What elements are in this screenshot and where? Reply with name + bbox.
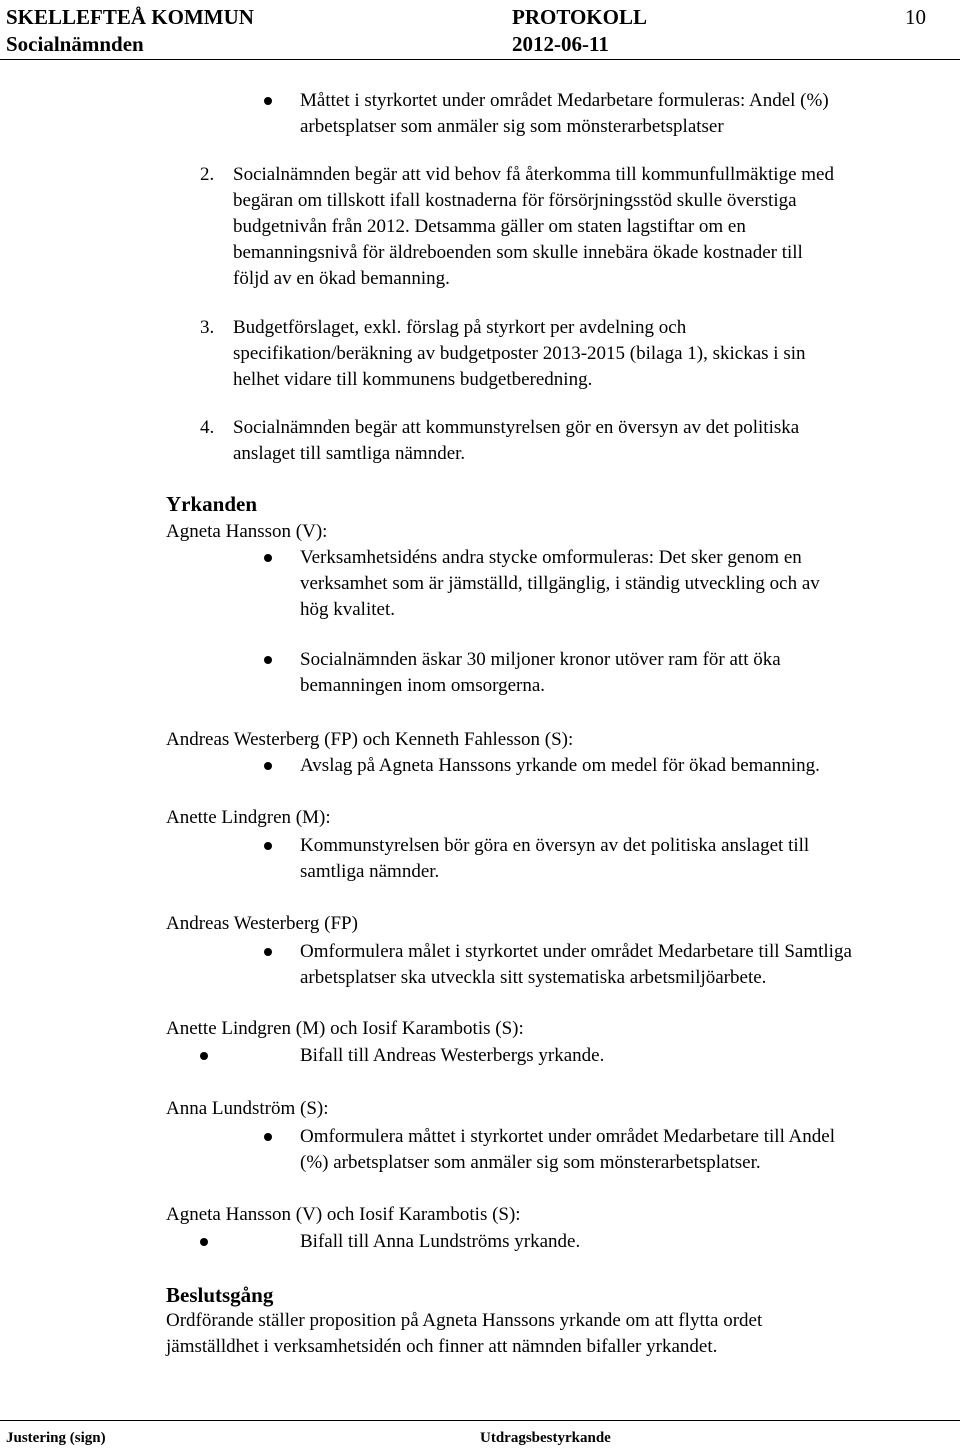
list-number: 2. — [200, 164, 215, 185]
bullet-icon — [264, 656, 272, 664]
section-heading-yrkanden: Yrkanden — [166, 492, 258, 516]
speaker-label: Anette Lindgren (M) och Iosif Karambotis (S): — [166, 1018, 524, 1039]
text-line: Verksamhetsidéns andra stycke omformuleras: Det sker genom en — [300, 547, 802, 568]
text-line: samtliga nämnder. — [300, 861, 440, 882]
speaker-label: Agneta Hansson (V): — [166, 521, 328, 542]
meeting-date: 2012-06-11 — [512, 32, 609, 56]
footer-rule — [0, 1420, 960, 1421]
speaker-label: Andreas Westerberg (FP) och Kenneth Fahlesson (S): — [166, 729, 574, 750]
doc-type: PROTOKOLL — [512, 5, 647, 29]
bullet-icon — [200, 1238, 208, 1246]
text-line: verksamhet som är jämställd, tillgänglig, i ständig utveckling och av — [300, 573, 820, 594]
text-line: Måttet i styrkortet under området Medarbetare formuleras: Andel (%) — [300, 90, 829, 111]
bullet-icon — [264, 842, 272, 850]
text-line: Omformulera målet i styrkortet under området Medarbetare till Samtliga — [300, 941, 852, 962]
text-line: arbetsplatser ska utveckla sitt systematiska arbetsmiljöarbete. — [300, 967, 767, 988]
text-line: Budgetförslaget, exkl. förslag på styrkort per avdelning och — [233, 317, 687, 338]
text-line: Bifall till Andreas Westerbergs yrkande. — [300, 1045, 605, 1066]
page-number: 10 — [905, 5, 926, 29]
list-number: 4. — [200, 417, 215, 438]
text-line: (%) arbetsplatser som anmäler sig som mönsterarbetsplatser. — [300, 1152, 761, 1173]
bullet-icon — [264, 762, 272, 770]
text-line: Socialnämnden äskar 30 miljoner kronor utöver ram för att öka — [300, 649, 781, 670]
bullet-icon — [264, 1133, 272, 1141]
text-line: Kommunstyrelsen bör göra en översyn av det politiska anslaget till — [300, 835, 810, 856]
bullet-icon — [264, 948, 272, 956]
text-line: jämställdhet i verksamhetsidén och finner att nämnden bifaller yrkandet. — [166, 1336, 718, 1357]
footer-justering: Justering (sign) — [6, 1430, 106, 1446]
text-line: bemanningen inom omsorgerna. — [300, 675, 546, 696]
text-line: Socialnämnden begär att kommunstyrelsen gör en översyn av det politiska — [233, 417, 800, 438]
text-line: helhet vidare till kommunens budgetberedning. — [233, 369, 593, 390]
text-line: Omformulera måttet i styrkortet under området Medarbetare till Andel — [300, 1126, 835, 1147]
speaker-label: Andreas Westerberg (FP) — [166, 913, 358, 934]
bullet-icon — [264, 97, 272, 105]
org-name: SKELLEFTEÅ KOMMUN — [6, 5, 254, 29]
text-line: specifikation/beräkning av budgetposter 2013-2015 (bilaga 1), skickas i sin — [233, 343, 806, 364]
board-name: Socialnämnden — [6, 32, 144, 56]
speaker-label: Anna Lundström (S): — [166, 1098, 329, 1119]
text-line: följd av en ökad bemanning. — [233, 268, 450, 289]
section-heading-beslutsgang: Beslutsgång — [166, 1283, 274, 1307]
text-line: bemanningsnivå för äldreboenden som skulle innebära ökade kostnader till — [233, 242, 803, 263]
text-line: budgetnivån från 2012. Detsamma gäller om staten lagstiftar om en — [233, 216, 746, 237]
bullet-icon — [264, 554, 272, 562]
footer-utdragsbestyrkande: Utdragsbestyrkande — [480, 1430, 611, 1446]
text-line: anslaget till samtliga nämnder. — [233, 443, 466, 464]
text-line: arbetsplatser som anmäler sig som mönsterarbetsplatser — [300, 116, 724, 137]
bullet-icon — [200, 1052, 208, 1060]
header-rule — [0, 59, 960, 60]
text-line: hög kvalitet. — [300, 599, 395, 620]
text-line: Ordförande ställer proposition på Agneta Hanssons yrkande om att flytta ordet — [166, 1310, 763, 1331]
text-line: Socialnämnden begär att vid behov få återkomma till kommunfullmäktige med — [233, 164, 834, 185]
text-line: begäran om tillskott ifall kostnaderna för försörjningsstöd skulle överstiga — [233, 190, 797, 211]
text-line: Avslag på Agneta Hanssons yrkande om medel för ökad bemanning. — [300, 755, 820, 776]
list-number: 3. — [200, 317, 215, 338]
text-line: Bifall till Anna Lundströms yrkande. — [300, 1231, 581, 1252]
speaker-label: Agneta Hansson (V) och Iosif Karambotis (S): — [166, 1204, 521, 1225]
speaker-label: Anette Lindgren (M): — [166, 807, 331, 828]
